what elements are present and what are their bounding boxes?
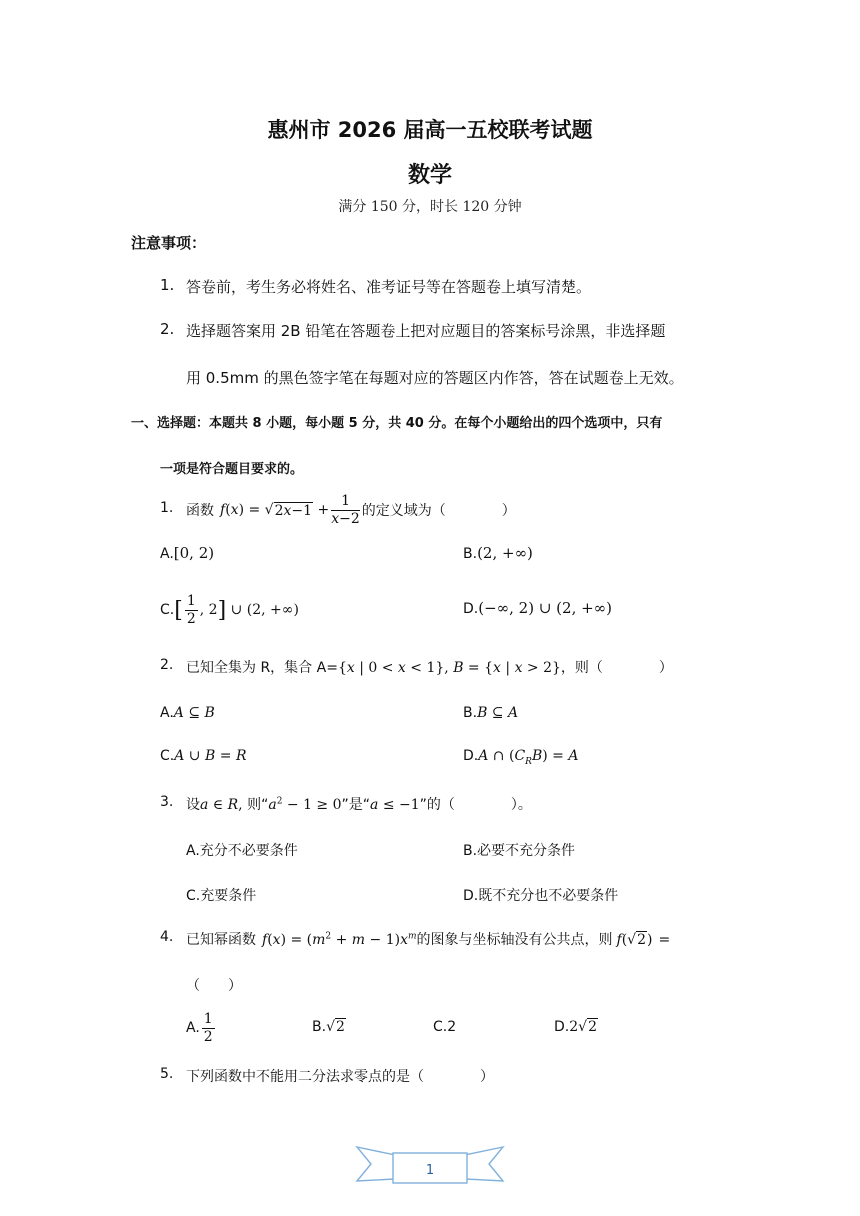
- q3-option-c: C.充要条件: [186, 888, 257, 904]
- notes-heading: 注意事项：: [131, 234, 207, 252]
- q1-fraction: $\frac{1}{x-2}$: [331, 492, 360, 527]
- q4-option-d: D.2√2: [554, 1019, 597, 1035]
- section-1-heading-line2: 一项是符合题目要求的。: [160, 462, 304, 477]
- q2-set-formula: {x | 0 < x < 1}, B = {x | x > 2}: [337, 660, 561, 676]
- page-number-ribbon: [355, 1143, 505, 1187]
- q5-text: 下列函数中不能用二分法求零点的是（ ）: [186, 1069, 494, 1085]
- q1-option-a: A.[0, 2): [160, 544, 215, 562]
- q1-option-c: C. [ $\frac{1}{2}$ , 2 ] ∪ (2, +∞): [160, 592, 299, 627]
- q2-option-a: A.A ⊆ B: [160, 705, 215, 721]
- note-2-number: 2.: [160, 320, 175, 338]
- section-1-heading-line1: 一、选择题：本题共 8 小题，每小题 5 分，共 40 分。在每个小题给出的四个选项中，只有: [131, 416, 663, 431]
- q3-option-b: B.必要不充分条件: [463, 843, 576, 859]
- q4-option-b: B.√2: [312, 1019, 345, 1035]
- q1-option-d: D.(−∞, 2) ∪ (2, +∞): [463, 599, 613, 617]
- q1-option-b: B.(2, +∞): [463, 544, 533, 562]
- q2-stem: [186, 657, 673, 677]
- note-1-number: 1.: [160, 276, 175, 294]
- q3-number: 3.: [160, 794, 174, 810]
- q2-pre-text: 已知全集为 R，集合 A=: [186, 660, 338, 676]
- q1-number: 1.: [160, 500, 174, 516]
- q5-number: 5.: [160, 1066, 174, 1082]
- q4-option-a: A. $\frac{1}{2}$: [186, 1010, 213, 1045]
- subject-title: 数学: [407, 163, 452, 188]
- q3-option-d: D.既不充分也不必要条件: [463, 888, 619, 904]
- q1-stem: 函数 f ( x ) = √ 2x−1 + $\frac{1}{x-2}$ 的定义域为（ ）: [186, 492, 516, 527]
- note-2-text-line1: 选择题答案用 2B 铅笔在答题卷上把对应题目的答案标号涂黑，非选择题: [186, 322, 666, 340]
- page-number: 1: [425, 1163, 435, 1178]
- q4-option-c: C.2: [433, 1019, 457, 1035]
- exam-title: 惠州市 2026 届高一五校联考试题: [267, 118, 593, 142]
- q4-number: 4.: [160, 929, 174, 945]
- q3-stem: 设a ∈ R, 则“$a^2 - 1 \ge 0$”是“a ≤ −1”的（ ）。: [186, 796, 532, 813]
- q4-answer-paren: （ ）: [186, 978, 242, 994]
- note-2-text-line2: 用 0.5mm 的黑色签字笔在每题对应的答题区内作答，答在试题卷上无效。: [186, 369, 684, 387]
- q3-option-a: A.充分不必要条件: [186, 843, 298, 859]
- q2-post-text: ，则（ ）: [560, 660, 673, 676]
- q1-post-text: 的定义域为（ ）: [361, 503, 516, 519]
- q1-function-formula: f: [220, 502, 226, 518]
- exam-meta: 满分 150 分，时长 120 分钟: [338, 199, 522, 215]
- note-1-text: 答卷前，考生务必将姓名、准考证号等在答题卷上填写清楚。: [186, 278, 592, 296]
- q2-option-d: D.A ∩ $(C_RB) = A$: [463, 748, 579, 767]
- q2-option-b: B.B ⊆ A: [463, 705, 519, 721]
- q4-stem: 已知幂函数 $f(x) = (m^2 + m - 1)x^m$的图象与坐标轴没有公共点，则 f(√2) =: [186, 931, 671, 948]
- q1-pre-text: 函数: [186, 503, 214, 519]
- q2-option-c: C.A ∪ B = R: [160, 748, 247, 764]
- q2-number: 2.: [160, 657, 174, 673]
